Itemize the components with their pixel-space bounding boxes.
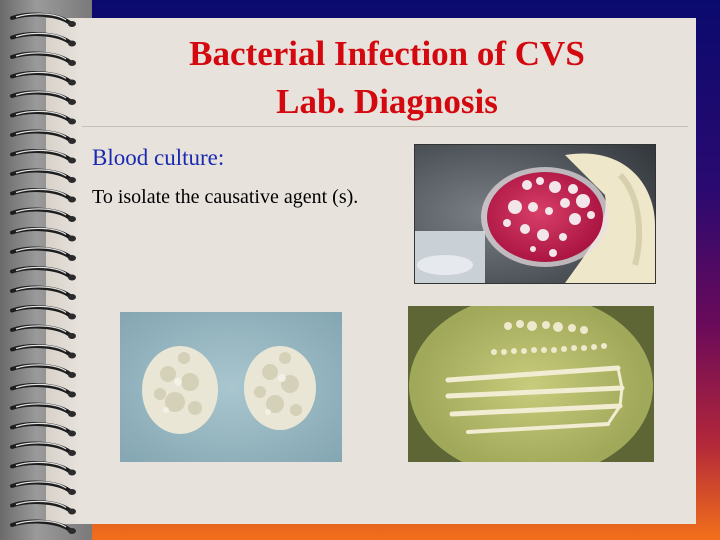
binding-hole bbox=[68, 21, 76, 27]
binding-hole bbox=[68, 158, 76, 164]
spiral-binding bbox=[0, 0, 92, 540]
green-agar-plate-photo bbox=[408, 306, 654, 462]
binding-hole bbox=[68, 509, 76, 515]
binding-hole bbox=[68, 489, 76, 495]
binding-hole bbox=[68, 80, 76, 86]
binding-hole bbox=[68, 392, 76, 398]
binding-hole bbox=[68, 60, 76, 66]
binding-hole bbox=[68, 450, 76, 456]
title-divider bbox=[82, 126, 688, 127]
white-colonies-photo bbox=[120, 312, 342, 462]
binding-hole bbox=[68, 138, 76, 144]
binding-hole bbox=[68, 119, 76, 125]
bullet-body: To isolate the causative agent (s). bbox=[92, 186, 359, 208]
binding-hole bbox=[68, 255, 76, 261]
binding-hole bbox=[68, 470, 76, 476]
binding-hole bbox=[68, 216, 76, 222]
binding-hole bbox=[68, 294, 76, 300]
blood-agar-plate-photo bbox=[414, 144, 656, 284]
binding-hole bbox=[68, 41, 76, 47]
binding-hole bbox=[68, 353, 76, 359]
title-line-2: Lab. Diagnosis bbox=[276, 82, 498, 121]
binding-hole bbox=[68, 314, 76, 320]
binding-hole bbox=[68, 333, 76, 339]
title-line-1: Bacterial Infection of CVS bbox=[189, 34, 585, 73]
binding-hole bbox=[68, 275, 76, 281]
binding-hole bbox=[68, 197, 76, 203]
binding-hole bbox=[68, 411, 76, 417]
binding-hole bbox=[68, 236, 76, 242]
binding-hole bbox=[68, 372, 76, 378]
slide-title bbox=[92, 30, 682, 126]
bullet-heading: Blood culture: bbox=[92, 145, 225, 170]
binding-hole bbox=[68, 99, 76, 105]
binding-hole bbox=[68, 528, 76, 534]
binding-hole bbox=[68, 177, 76, 183]
binding-hole bbox=[68, 431, 76, 437]
